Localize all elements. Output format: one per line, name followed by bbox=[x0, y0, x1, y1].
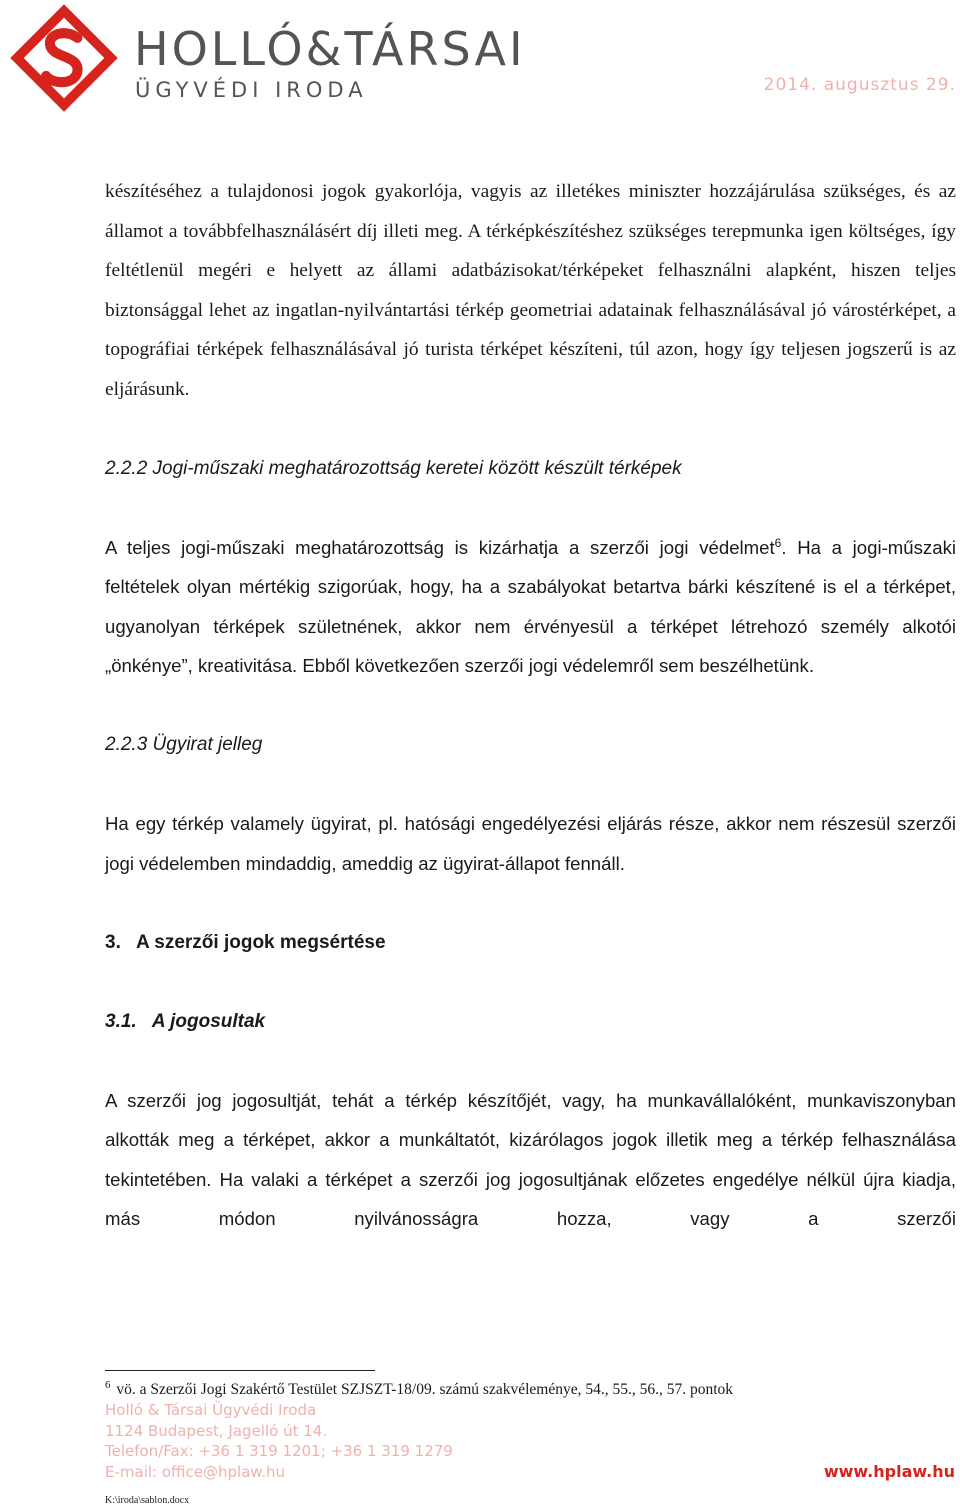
heading-3: 3. A szerzői jogok megsértése bbox=[105, 931, 386, 953]
footer-firm: Holló & Társai Ügyvédi Iroda bbox=[105, 1401, 317, 1419]
page-header bbox=[0, 0, 960, 120]
heading-2-2-2: 2.2.2 Jogi-műszaki meghatározottság keretei között készült térképek bbox=[105, 457, 682, 479]
brand-subtitle: ÜGYVÉDI IRODA bbox=[135, 78, 368, 102]
footnote-number: 6 bbox=[105, 1379, 111, 1391]
heading-2-2-3: 2.2.3 Ügyirat jelleg bbox=[105, 734, 263, 755]
footnote-reference[interactable]: 6 bbox=[774, 535, 782, 550]
footnote-separator bbox=[105, 1370, 375, 1371]
paragraph-1: készítéséhez a tulajdonosi jogok gyakorlója, vagyis az illetékes miniszter hozzájárulása szükséges, és az államot a továbbfelhasználásért díj illeti meg. A térképkészítéshez szükséges terepmunka igen költséges, így feltétlenül megéri e helyett az állami adatbázisokat/térképeket felhasználni alapként, hiszen teljes biztonsággal lehet az ingatlan-nyilvántartási térkép geometriai adatainak felhasználásával jó várostérképet, a topográfiai térképek felhasználásával jó turista térképet készíteni, túl azon, hogy így teljesen jogszerű is az eljárásunk. bbox=[105, 181, 956, 400]
footer-address: 1124 Budapest, Jagelló út 14. bbox=[105, 1421, 328, 1440]
footer-file-path: K:\iroda\sablon.docx bbox=[105, 1495, 190, 1506]
footer-phone: Telefon/Fax: +36 1 319 1201; +36 1 319 1279 bbox=[105, 1442, 453, 1460]
footnote-text: vö. a Szerzői Jogi Szakértő Testület SZJSZT-18/09. számú szakvéleménye, 54., 55., 56., 57. pontok bbox=[112, 1381, 734, 1399]
document-body bbox=[105, 172, 956, 1239]
paragraph-2-text-b: . Ha a jogi-műszaki feltételek olyan mértékig szigorúak, hogy, ha a szabályokat betartva bárki készítené is el a térképet, ugyanolyan térképek születnének, akkor nem érvényesül a térképet létrehozó személy alkotói „önkénye”, kreativitása. Ebből következően szerzői jogi védelemről sem beszélhetünk. bbox=[105, 536, 956, 676]
brand-name: HOLLÓ&TÁRSAI bbox=[134, 22, 526, 76]
footer-email[interactable]: E-mail: office@hplaw.hu bbox=[105, 1462, 286, 1481]
paragraph-4: A szerzői jog jogosultját, tehát a térkép készítőjét, vagy, ha munkavállalóként, munkaviszonyban alkották meg a térképet, akkor a munkáltatót, kizárólagos jogok illetik meg a térkép felhasználása tekintetében. Ha valaki a térképet a szerzői jog jogosultjának előzetes engedélye nélkül újra kiadja, más módon nyilvánosságra hozza, vagy a szerzői bbox=[105, 1089, 956, 1229]
paragraph-2-text-a: A teljes jogi-műszaki meghatározottság is kizárhatja a szerzői jogi védelmet bbox=[105, 536, 775, 558]
heading-3-1: 3.1. A jogosultak bbox=[105, 1010, 266, 1032]
header-date: 2014. augusztus 29. bbox=[763, 75, 956, 95]
footnote bbox=[105, 1379, 733, 1399]
footer-contact bbox=[105, 1400, 453, 1482]
paragraph-2 bbox=[105, 528, 956, 686]
paragraph-3: Ha egy térkép valamely ügyirat, pl. hatósági engedélyezési eljárás része, akkor nem részesül szerzői jogi védelemben mindaddig, ameddig az ügyirat-állapot fennáll. bbox=[105, 813, 956, 874]
law-firm-logo-icon bbox=[8, 2, 120, 114]
footer-website-link[interactable]: www.hplaw.hu bbox=[823, 1462, 955, 1481]
